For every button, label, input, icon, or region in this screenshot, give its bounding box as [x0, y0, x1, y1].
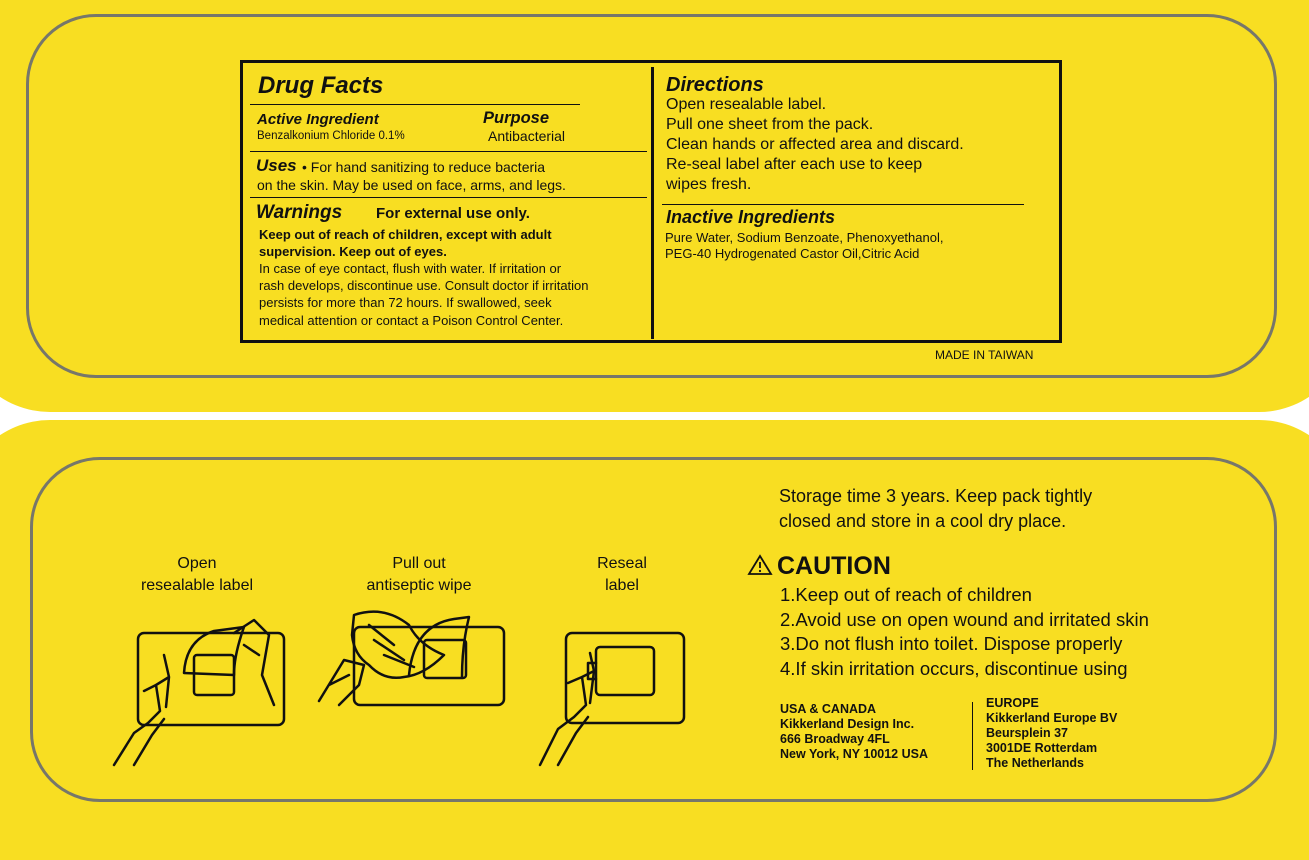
caution-item: 2.Avoid use on open wound and irritated skin — [780, 608, 1149, 630]
uses-header: Uses — [256, 156, 297, 175]
rule — [250, 197, 647, 198]
storage-info: Storage time 3 years. Keep pack tightly closed and store in a cool dry place. — [779, 486, 1093, 531]
step-open-label: Open resealable label — [140, 555, 254, 594]
rule — [662, 204, 1024, 205]
warnings-line-4: medical attention or contact a Poison Control Center. — [259, 313, 564, 328]
warnings-bold-line-1: Keep out of reach of children, except with adult — [259, 227, 552, 242]
direction-line: wipes fresh. — [666, 176, 752, 193]
warnings-header: Warnings — [256, 202, 343, 223]
address-europe: EUROPE Kikkerland Europe BV Beursplein 37 3001DE Rotterdam The Netherlands — [986, 696, 1118, 770]
caution-title: CAUTION — [747, 552, 891, 581]
inactive-ingredients-header: Inactive Ingredients — [666, 207, 836, 227]
step-pull-label: Pull out antiseptic wipe — [366, 555, 472, 594]
inactive-line-2: PEG-40 Hydrogenated Castor Oil,Citric Acid — [665, 246, 920, 261]
reseal-illustration — [528, 625, 688, 770]
wipe-sheet — [352, 612, 444, 678]
warnings-line-2: rash develops, discontinue use. Consult doctor if irritation — [259, 278, 589, 293]
pull-wipe-illustration — [314, 605, 514, 720]
direction-line: Re-seal label after each use to keep — [666, 156, 923, 173]
open-label-illustration — [94, 615, 294, 770]
active-ingredient-value: Benzalkonium Chloride 0.1% — [257, 130, 405, 142]
direction-line: Clean hands or affected area and discard. — [666, 136, 964, 153]
caution-item: 1.Keep out of reach of children — [780, 584, 1032, 605]
inactive-line-1: Pure Water, Sodium Benzoate, Phenoxyethanol, — [665, 230, 944, 245]
caution-list — [780, 583, 1149, 681]
direction-line: Pull one sheet from the pack. — [666, 116, 874, 133]
address-usa: USA & CANADA Kikkerland Design Inc. 666 Broadway 4FL New York, NY 10012 USA — [780, 702, 928, 761]
rule — [250, 104, 580, 105]
warnings-external: For external use only. — [376, 205, 530, 222]
purpose-header: Purpose — [483, 109, 550, 127]
rule — [250, 151, 647, 152]
caution-item: 3.Do not flush into toilet. Dispose properly — [780, 633, 1123, 655]
drug-facts-divider — [651, 67, 654, 339]
step-reseal-label: Reseal label — [597, 555, 647, 594]
uses-line-1: • For hand sanitizing to reduce bacteria — [302, 159, 546, 175]
warnings-line-1: In case of eye contact, flush with water. If irritation or — [259, 261, 562, 276]
purpose-value: Antibacterial — [488, 128, 566, 144]
active-ingredient-header: Active Ingredient — [257, 111, 379, 128]
caution-item: 4.If skin irritation occurs, discontinue using — [780, 657, 1128, 679]
direction-line: Open resealable label. — [666, 96, 827, 113]
warning-triangle-icon — [747, 554, 773, 576]
directions-header: Directions — [666, 74, 764, 96]
label-outline — [596, 647, 654, 695]
uses-line-2: on the skin. May be used on face, arms, and legs. — [257, 177, 566, 193]
drug-facts-title: Drug Facts — [258, 72, 384, 99]
made-in-text: MADE IN TAIWAN — [935, 348, 1034, 362]
warnings-line-3: persists for more than 72 hours. If swallowed, seek — [259, 295, 552, 310]
address-divider — [972, 702, 973, 770]
warnings-bold-line-2: supervision. Keep out of eyes. — [259, 244, 447, 259]
